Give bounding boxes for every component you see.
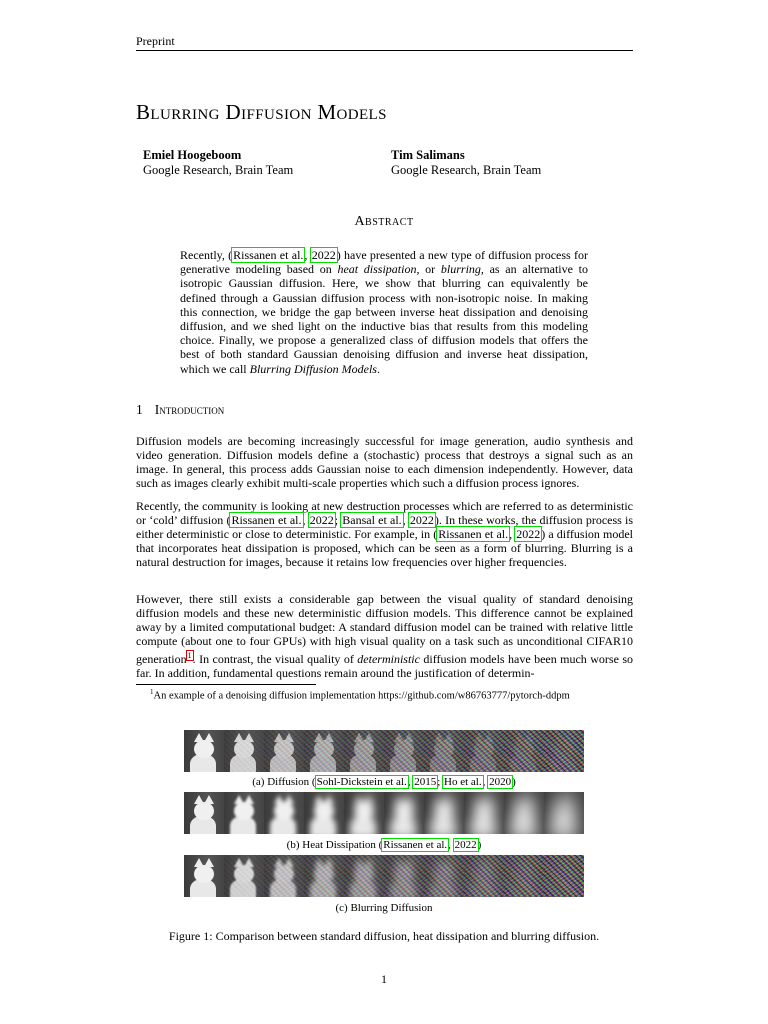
noise-overlay xyxy=(304,730,344,772)
kitten-image xyxy=(504,792,544,834)
running-header: Preprint xyxy=(136,34,175,48)
text: ; xyxy=(437,776,444,788)
emphasis: deterministic xyxy=(357,651,420,666)
noise-overlay xyxy=(224,730,264,772)
citation-year-link[interactable] xyxy=(311,248,337,262)
figure-frame xyxy=(424,730,464,772)
figure-frame xyxy=(264,855,304,897)
footnote-mark: 1 xyxy=(150,688,154,696)
subcaption-c: (c) Blurring Diffusion xyxy=(335,902,433,914)
text: Rissanen et al. xyxy=(383,839,448,851)
figure-frame xyxy=(344,730,384,772)
text: 2022 xyxy=(309,512,334,527)
kitten-image xyxy=(224,792,264,834)
author-2 xyxy=(391,148,541,178)
figure-frame xyxy=(184,730,224,772)
text: 2020 xyxy=(489,776,512,788)
footnote-link[interactable]: 1 xyxy=(187,650,192,660)
figure-frame xyxy=(344,792,384,834)
noise-overlay xyxy=(424,855,464,897)
figure-frame xyxy=(304,855,344,897)
figure-frame xyxy=(544,855,584,897)
footnote xyxy=(150,688,570,702)
emphasis: blurring xyxy=(440,262,481,277)
figure-frame xyxy=(384,730,424,772)
paragraph-2: Recently, the community is looking at new destruction processes which are referred to as deterministic or ‘cold’ diffusion (Rissanen et al., 2022; Bansal et al., 2022). In these works, the diffusion process is either deterministic or close to deterministic. For example, in (Rissanen et al., 2022) a diffusion model that incorporates heat dissipation is proposed, which can be seen as a form of blurring. Blurring is a natural destruction for images, because it retains low frequencies over higher frequencies. xyxy=(136,499,634,569)
header-rule xyxy=(136,50,633,51)
text: ; xyxy=(334,512,342,527)
figure-frame xyxy=(424,855,464,897)
kitten-image xyxy=(184,792,224,834)
text: However, there still exists a considerable gap between the visual quality of standard denoising diffusion models and these new deterministic diffusion models. This difference cannot be explained away by a limited computational budget: A standard diffusion model can be trained with relative little compute (about one to four GPUs) with high visual quality on a task such as unconditional CIFAR10 generation xyxy=(136,592,633,666)
noise-overlay xyxy=(504,730,544,772)
noise-overlay xyxy=(464,730,504,772)
text: Bansal et al. xyxy=(342,512,402,527)
kitten-image xyxy=(424,792,464,834)
figure-frame xyxy=(464,792,504,834)
kitten-image xyxy=(184,855,224,897)
figure-frame xyxy=(544,792,584,834)
figure-frame xyxy=(304,792,344,834)
figure-frame xyxy=(184,855,224,897)
figure-frame xyxy=(264,730,304,772)
figure-frame xyxy=(384,792,424,834)
paper-title: Blurring Diffusion Models xyxy=(136,100,387,124)
noise-overlay xyxy=(264,855,304,897)
text: ). In these works, the diffusion process is either deterministic or close to deterministic. For example, in ( xyxy=(136,512,634,541)
citation-link[interactable] xyxy=(230,513,302,527)
figure-frame xyxy=(464,730,504,772)
figure-strip-blurring-diffusion xyxy=(184,855,584,897)
noise-overlay xyxy=(304,855,344,897)
author-name: Emiel Hoogeboom xyxy=(143,148,242,162)
citation-year-link[interactable] xyxy=(454,839,478,851)
text: 2022 xyxy=(409,512,434,527)
kitten-image xyxy=(304,792,344,834)
noise-overlay xyxy=(464,855,504,897)
citation-link[interactable] xyxy=(316,776,408,788)
text: Recently, the community is looking at new destruction processes which are referred to as deterministic or ‘cold’ diffusion ( xyxy=(136,499,633,527)
author-name: Tim Salimans xyxy=(391,148,465,162)
figure-frame xyxy=(224,855,264,897)
text: , as an alternative to isotropic Gaussian diffusion. Here, we show that blurring can equivalently be defined through a Gaussian diffusion process with non-isotropic noise. In making this connection, we bridge the gap between inverse heat dissipation and denoising diffusion, and we shed light on the inductive bias that results from this modeling choice. Finally, we propose a generalized class of diffusion models that offers the best of both standard Gaussian denoising diffusion and inverse heat dissipation, which we call xyxy=(180,262,589,376)
text: Recently, ( xyxy=(180,248,233,262)
noise-overlay xyxy=(544,730,584,772)
footnote-text: An example of a denoising diffusion implementation https://github.com/w86763777/pytorch-ddpm xyxy=(153,690,570,702)
citation-year-link[interactable] xyxy=(488,776,512,788)
noise-overlay xyxy=(504,855,544,897)
figure-strip-heat-dissipation xyxy=(184,792,584,834)
figure-frame xyxy=(264,792,304,834)
text: (a) Diffusion ( xyxy=(252,776,316,788)
text: . xyxy=(376,361,380,376)
noise-overlay xyxy=(224,855,264,897)
text: , or xyxy=(416,262,441,277)
citation-year-link[interactable] xyxy=(515,527,541,541)
figure-frame xyxy=(504,792,544,834)
text: 2022 xyxy=(516,526,541,541)
text: Ho et al. xyxy=(444,776,482,788)
figure-strip-diffusion xyxy=(184,730,584,772)
noise-overlay xyxy=(384,730,424,772)
figure-frame xyxy=(184,792,224,834)
text: (b) Heat Dissipation ( xyxy=(286,839,383,851)
subcaption-a: (a) Diffusion (Sohl-Dickstein et al., 2015; Ho et al., 2020) xyxy=(252,776,516,788)
text: 2022 xyxy=(454,839,477,851)
text: 2022 xyxy=(311,248,336,262)
text: Rissanen et al. xyxy=(231,512,302,527)
figure-frame xyxy=(224,730,264,772)
text: ) xyxy=(512,776,516,788)
text: ) xyxy=(477,839,482,851)
noise-overlay xyxy=(424,730,464,772)
emphasis: Blurring Diffusion Models xyxy=(249,361,377,376)
noise-overlay xyxy=(384,855,424,897)
citation-link[interactable] xyxy=(341,513,402,527)
noise-overlay xyxy=(344,730,384,772)
noise-overlay xyxy=(544,855,584,897)
citation-year-link[interactable] xyxy=(413,776,437,788)
citation-link[interactable] xyxy=(382,839,448,851)
text: ) have presented a new type of diffusion process for generative modeling based on xyxy=(180,248,589,277)
text: Rissanen et al. xyxy=(438,526,509,541)
subcaption-b: (b) Heat Dissipation (Rissanen et al., 2022) xyxy=(286,839,482,851)
figure-frame xyxy=(464,855,504,897)
paragraph-1: Diffusion models are becoming increasingly successful for image generation, audio synthesis and video generation. Diffusion models define a (stochastic) process that destroys a signal such as an image. In general, this process adds Gaussian noise to each dimension independently. However, data such as images clearly exhibit multi-scale properties which such a diffusion process ignores. xyxy=(136,434,633,490)
page-number: 1 xyxy=(381,972,387,986)
text: diffusion models have been much worse so far. In addition, fundamental questions remain around the justification of determin- xyxy=(136,651,633,680)
footnote-rule xyxy=(136,684,316,685)
noise-overlay xyxy=(264,730,304,772)
kitten-image xyxy=(464,792,504,834)
author-affiliation: Google Research, Brain Team xyxy=(391,163,542,177)
emphasis: heat dissipation xyxy=(337,262,417,277)
text: ) a diffusion model that incorporates heat dissipation is proposed, which can be seen as a form of blurring. Blurring is a natural destruction for images, because it retains low frequencies over higher frequencies. xyxy=(136,526,634,569)
figure-frame xyxy=(304,730,344,772)
citation-link[interactable] xyxy=(437,527,509,541)
kitten-image xyxy=(264,792,304,834)
section-number: 1 xyxy=(136,402,143,417)
abstract-text: Recently, (Rissanen et al., 2022) have presented a new type of diffusion process for generative modeling based on heat dissipation, or blurring, as an alternative to isotropic Gaussian diffusion. Here, we show that blurring can equivalently be defined through a Gaussian diffusion process with non-isotropic noise. In making this connection, we bridge the gap between inverse heat dissipation and denoising diffusion, and we shed light on the inductive bias that results from this modeling choice. Finally, we propose a generalized class of diffusion models that offers the best of both standard Gaussian denoising diffusion and inverse heat dissipation, which we call Blurring Diffusion Models. xyxy=(180,248,589,376)
section-title: Introduction xyxy=(154,402,225,417)
text: Sohl-Dickstein et al. xyxy=(316,776,407,788)
author-1 xyxy=(143,148,293,178)
author-affiliation: Google Research, Brain Team xyxy=(143,163,294,177)
text: 2015 xyxy=(414,776,437,788)
kitten-image xyxy=(544,792,584,834)
figure-caption: Figure 1: Comparison between standard diffusion, heat dissipation and blurring diffusion. xyxy=(168,929,600,943)
kitten-image xyxy=(184,730,224,772)
paragraph-3 xyxy=(136,593,633,680)
figure-frame xyxy=(504,855,544,897)
noise-overlay xyxy=(344,855,384,897)
kitten-image xyxy=(384,792,424,834)
citation-year-link[interactable] xyxy=(409,513,435,527)
figure-frame xyxy=(504,730,544,772)
figure-frame xyxy=(224,792,264,834)
figure-frame xyxy=(384,855,424,897)
figure-frame xyxy=(344,855,384,897)
citation-year-link[interactable] xyxy=(309,513,335,527)
section-heading xyxy=(136,402,224,418)
kitten-image xyxy=(344,792,384,834)
text: . In contrast, the visual quality of xyxy=(192,651,358,666)
citation-link[interactable] xyxy=(232,248,304,262)
citation-link[interactable] xyxy=(443,776,483,788)
figure-frame xyxy=(424,792,464,834)
abstract-heading: Abstract xyxy=(354,214,414,229)
text: Rissanen et al. xyxy=(233,248,304,262)
figure-frame xyxy=(544,730,584,772)
